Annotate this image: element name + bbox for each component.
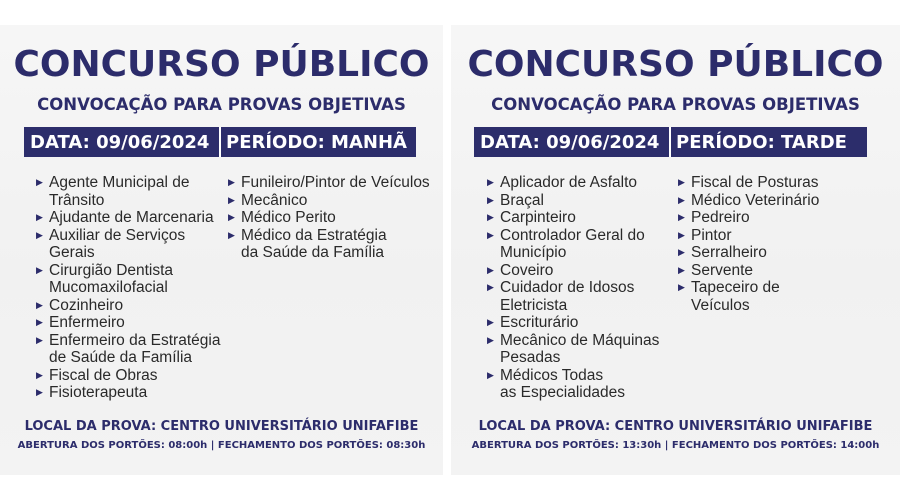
exam-location: LOCAL DA PROVA: CENTRO UNIVERSITÁRIO UNIFAFIBE	[478, 419, 873, 434]
position-item	[36, 227, 220, 262]
triangle-right-icon: ▶	[678, 264, 685, 275]
date-period-bar	[24, 127, 416, 157]
position-item	[36, 297, 220, 315]
position-item	[487, 279, 659, 314]
positions-list-col2	[678, 174, 819, 314]
position-label: Mucomaxilofacial	[49, 279, 168, 296]
triangle-right-icon: ▶	[228, 212, 235, 222]
triangle-right-icon: ▶	[678, 282, 685, 292]
position-label: Médico da Estratégia	[241, 226, 387, 244]
position-item	[678, 227, 819, 245]
position-label: Eletricista	[500, 296, 568, 314]
position-label: Controlador Geral do	[500, 226, 645, 244]
position-label: Escriturário	[500, 314, 579, 331]
position-label: Médicos Todas	[500, 366, 604, 384]
exam-date: DATA: 09/06/2024	[480, 131, 660, 153]
triangle-right-icon: ▶	[487, 282, 494, 292]
position-item	[228, 227, 430, 262]
triangle-right-icon: ▶	[487, 194, 494, 205]
triangle-right-icon: ▶	[36, 177, 43, 187]
position-item	[228, 209, 430, 227]
triangle-right-icon: ▶	[36, 317, 43, 327]
date-period-bar	[474, 127, 867, 157]
position-label: Agente Municipal de	[49, 174, 190, 191]
notice-subtitle: CONVOCAÇÃO PARA PROVAS OBJETIVAS	[37, 95, 406, 114]
positions-list-col2	[228, 174, 430, 262]
position-item	[487, 332, 659, 367]
triangle-right-icon: ▶	[678, 177, 685, 187]
position-item	[678, 279, 819, 314]
triangle-right-icon: ▶	[36, 334, 43, 345]
right-notice-panel	[451, 25, 900, 475]
triangle-right-icon: ▶	[36, 229, 43, 240]
position-item	[228, 192, 430, 210]
position-label: Servente	[691, 261, 754, 279]
triangle-right-icon: ▶	[487, 264, 494, 275]
position-label: Auxiliar de Serviços	[49, 226, 186, 244]
position-item	[678, 192, 819, 210]
triangle-right-icon: ▶	[678, 212, 685, 222]
position-label: Aplicador de Asfalto	[500, 174, 638, 191]
position-item	[36, 367, 220, 385]
position-label: Cozinheiro	[49, 296, 124, 314]
position-label: Serralheiro	[691, 244, 767, 261]
exam-location: LOCAL DA PROVA: CENTRO UNIVERSITÁRIO UNIFAFIBE	[24, 419, 419, 434]
gate-hours: ABERTURA DOS PORTÕES: 13:30h | FECHAMENTO DOS PORTÕES: 14:00h	[471, 440, 880, 451]
left-notice-panel	[0, 25, 443, 475]
position-label: Mecânico	[241, 191, 308, 209]
position-label: Fiscal de Obras	[49, 366, 158, 384]
triangle-right-icon: ▶	[228, 194, 235, 205]
position-item	[36, 384, 220, 402]
position-item	[228, 174, 430, 192]
position-label: Gerais	[49, 244, 95, 261]
triangle-right-icon: ▶	[36, 387, 43, 397]
position-item	[487, 314, 659, 332]
positions-list-col1	[36, 174, 220, 402]
position-label: Funileiro/Pintor de Veículos	[241, 174, 430, 191]
position-item	[36, 332, 220, 367]
triangle-right-icon: ▶	[487, 177, 494, 187]
notice-title: CONCURSO PÚBLICO	[467, 44, 884, 85]
triangle-right-icon: ▶	[678, 247, 685, 257]
position-item	[487, 174, 659, 192]
triangle-right-icon: ▶	[36, 299, 43, 310]
position-label: Mecânico de Máquinas	[500, 331, 660, 349]
position-label: Pedreiro	[691, 209, 750, 226]
gate-hours: ABERTURA DOS PORTÕES: 08:00h | FECHAMENTO DOS PORTÕES: 08:30h	[17, 440, 426, 451]
triangle-right-icon: ▶	[487, 229, 494, 240]
exam-period: PERÍODO: MANHÃ	[226, 131, 407, 153]
position-item	[36, 209, 220, 227]
position-item	[487, 209, 659, 227]
position-label: Município	[500, 244, 567, 261]
position-item	[487, 262, 659, 280]
position-label: Veículos	[691, 296, 750, 314]
triangle-right-icon: ▶	[487, 212, 494, 222]
position-label: Trânsito	[49, 191, 105, 209]
exam-date: DATA: 09/06/2024	[30, 131, 210, 153]
position-label: Coveiro	[500, 261, 554, 279]
triangle-right-icon: ▶	[487, 334, 494, 345]
position-label: Médico Veterinário	[691, 191, 820, 209]
notice-title: CONCURSO PÚBLICO	[13, 44, 430, 85]
position-label: Carpinteiro	[500, 209, 576, 226]
triangle-right-icon: ▶	[228, 229, 235, 240]
triangle-right-icon: ▶	[228, 177, 235, 187]
position-label: as Especialidades	[500, 384, 625, 401]
triangle-right-icon: ▶	[36, 212, 43, 222]
positions-list-col1	[487, 174, 659, 402]
position-label: Pintor	[691, 226, 732, 244]
position-item	[487, 367, 659, 402]
position-item	[36, 314, 220, 332]
position-item	[678, 244, 819, 262]
position-label: de Saúde da Família	[49, 349, 193, 366]
position-item	[487, 192, 659, 210]
notice-subtitle: CONVOCAÇÃO PARA PROVAS OBJETIVAS	[491, 95, 860, 114]
position-item	[678, 209, 819, 227]
position-label: Pesadas	[500, 349, 561, 366]
position-item	[678, 262, 819, 280]
position-label: Fiscal de Posturas	[691, 174, 819, 191]
position-label: Tapeceiro de	[691, 279, 780, 296]
position-label: Braçal	[500, 191, 544, 209]
triangle-right-icon: ▶	[487, 369, 494, 380]
position-item	[36, 262, 220, 297]
triangle-right-icon: ▶	[678, 229, 685, 240]
position-label: Cirurgião Dentista	[49, 261, 174, 279]
triangle-right-icon: ▶	[36, 264, 43, 275]
position-item	[678, 174, 819, 192]
exam-period: PERÍODO: TARDE	[676, 131, 847, 153]
position-label: Médico Perito	[241, 209, 336, 226]
position-label: Fisioterapeuta	[49, 384, 148, 401]
position-item	[487, 227, 659, 262]
triangle-right-icon: ▶	[678, 194, 685, 205]
position-label: Cuidador de Idosos	[500, 279, 635, 296]
position-label: da Saúde da Família	[241, 244, 385, 261]
position-label: Ajudante de Marcenaria	[49, 209, 214, 226]
triangle-right-icon: ▶	[487, 317, 494, 327]
triangle-right-icon: ▶	[36, 369, 43, 380]
position-label: Enfermeiro	[49, 314, 125, 331]
position-item	[36, 174, 220, 209]
position-label: Enfermeiro da Estratégia	[49, 331, 221, 349]
